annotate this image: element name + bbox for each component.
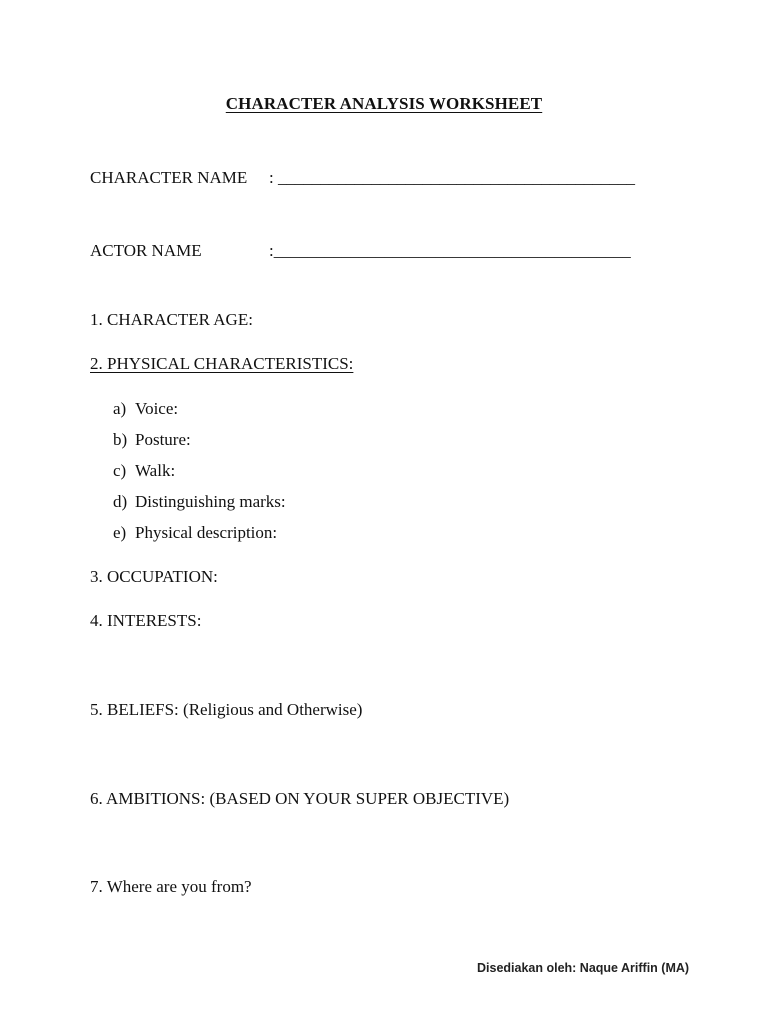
- question-character-age: 1. CHARACTER AGE:: [90, 310, 253, 329]
- question-physical-characteristics: 2. PHYSICAL CHARACTERISTICS:: [90, 354, 354, 373]
- actor-name-blank: __________________________________________: [273, 241, 631, 260]
- list-item-voice: a) Voice:: [113, 399, 179, 418]
- actor-name-field[interactable]: [269, 241, 631, 261]
- page-title: CHARACTER ANALYSIS WORKSHEET: [225, 94, 543, 113]
- question-occupation: 3. OCCUPATION:: [90, 567, 218, 586]
- actor-name-separator: :: [269, 241, 274, 260]
- character-name-label: CHARACTER NAME: [90, 168, 248, 187]
- list-item-walk: c) Walk:: [113, 461, 176, 480]
- question-origin: 7. Where are you from?: [90, 877, 252, 896]
- actor-name-label: ACTOR NAME: [90, 241, 202, 260]
- footer-credit: Disediakan oleh: Naque Ariffin (MA): [477, 961, 690, 975]
- list-item-physical-description: e) Physical description:: [113, 523, 278, 542]
- list-item-distinguishing-marks: d) Distinguishing marks:: [113, 492, 286, 511]
- question-ambitions: 6. AMBITIONS: (BASED ON YOUR SUPER OBJECTIVE): [90, 789, 510, 808]
- character-name-field[interactable]: [269, 168, 635, 188]
- character-name-separator: :: [269, 168, 278, 187]
- question-interests: 4. INTERESTS:: [90, 611, 202, 630]
- question-beliefs: 5. BELIEFS: (Religious and Otherwise): [90, 700, 363, 719]
- character-name-blank: __________________________________________: [277, 168, 635, 187]
- list-item-posture: b) Posture:: [113, 430, 191, 449]
